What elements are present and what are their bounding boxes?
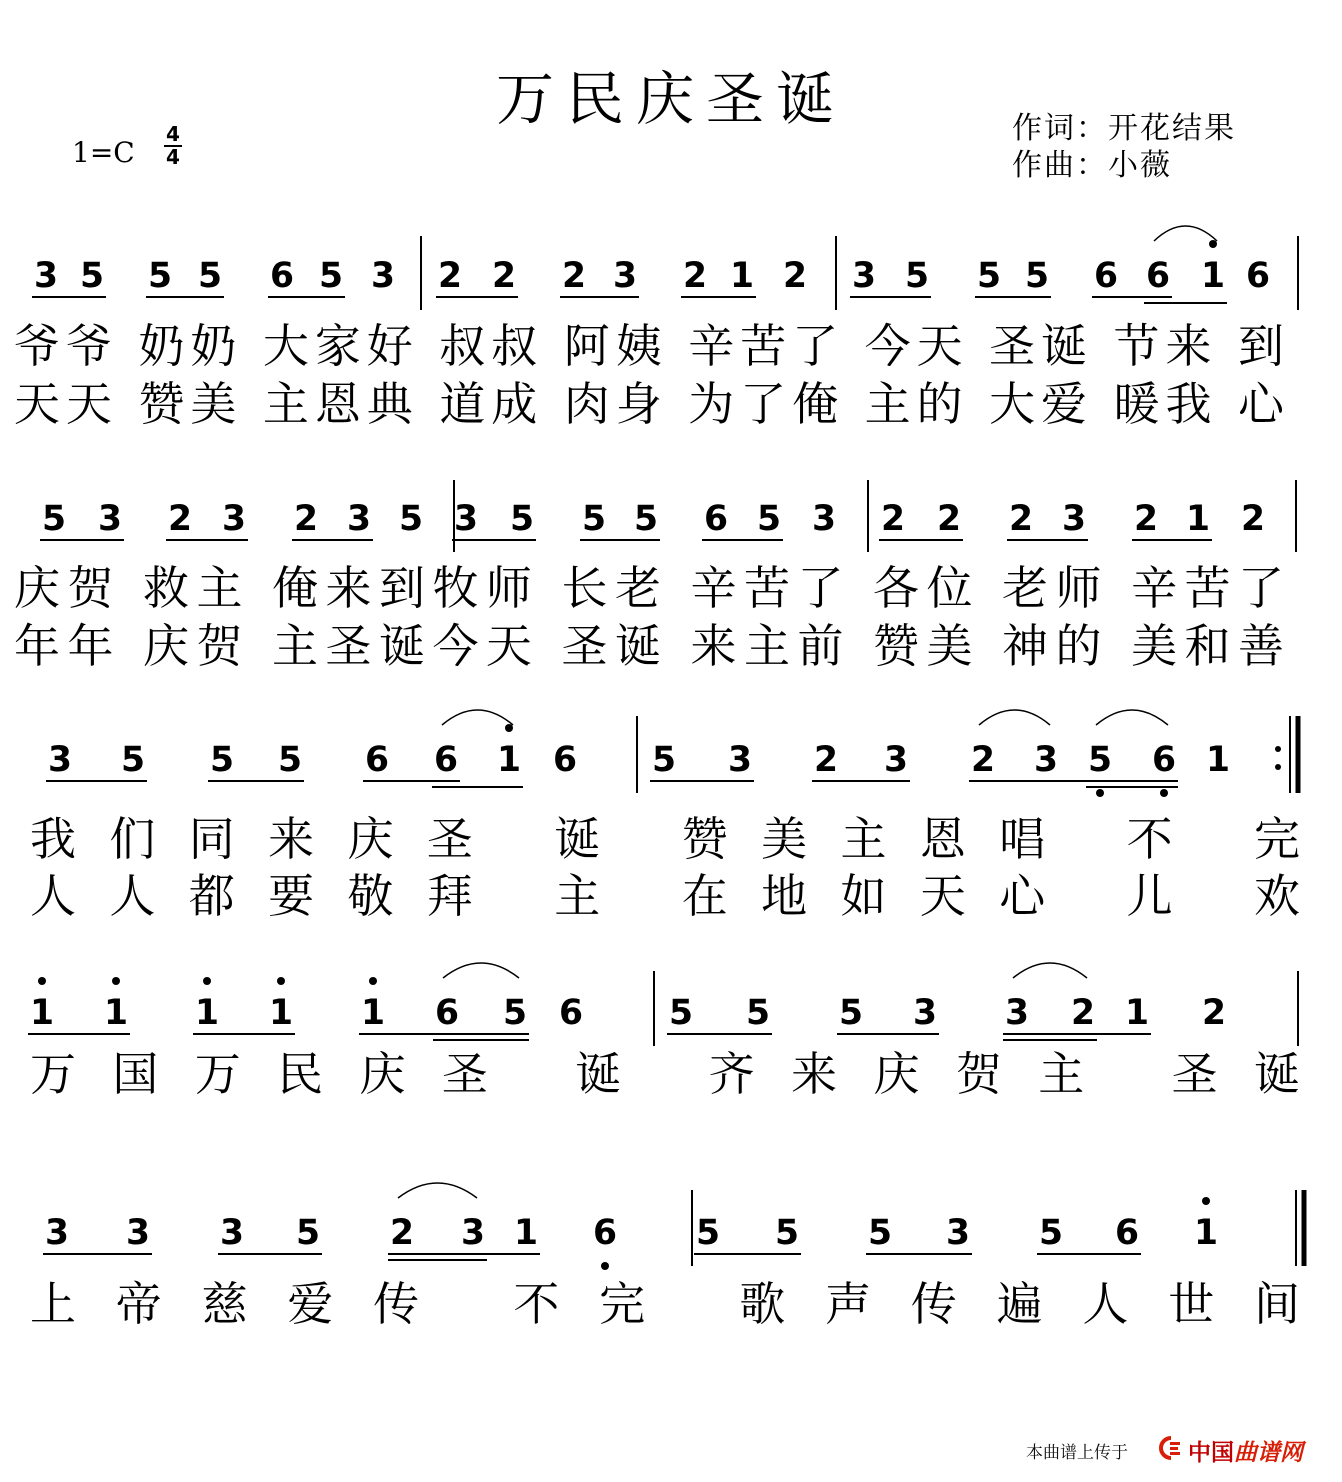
note: 3 xyxy=(370,256,396,296)
note: 1 xyxy=(1200,256,1226,296)
note: 6 xyxy=(364,740,390,780)
note: 2 xyxy=(293,499,319,539)
note: 6 xyxy=(1114,1213,1140,1253)
note: 5 xyxy=(756,499,782,539)
site-logo xyxy=(1188,1434,1303,1467)
note: 3 xyxy=(453,499,479,539)
upload-notice: 本曲谱上传于 xyxy=(1026,1443,1128,1463)
slur xyxy=(979,710,1050,725)
note: 3 xyxy=(612,256,638,296)
lyric-line: 人人都要敬拜 主 在地如天心 儿 欢 xyxy=(30,869,1300,923)
note: 6 xyxy=(1093,256,1119,296)
note: 2 xyxy=(437,256,463,296)
lyric-line: 爷爷 奶奶 大家好 叔叔 阿姨 辛苦了 今天 圣诞 节来 到 xyxy=(14,319,1284,373)
slur xyxy=(398,1183,477,1198)
repeat-dot xyxy=(1275,764,1281,770)
note: 6 xyxy=(269,256,295,296)
note: 3 xyxy=(912,993,938,1033)
note: 5 xyxy=(774,1213,800,1253)
lyric-line: 万国万民庆圣 诞 齐来庆贺主 圣诞 xyxy=(30,1047,1300,1101)
note: 2 xyxy=(880,499,906,539)
note: 1 xyxy=(29,993,55,1033)
note: 2 xyxy=(682,256,708,296)
note: 1 xyxy=(513,1213,539,1253)
note: 3 xyxy=(33,256,59,296)
note: 5 xyxy=(867,1213,893,1253)
note: 5 xyxy=(502,993,528,1033)
site-logo-name: 曲谱网 xyxy=(1234,1440,1303,1466)
note: 6 xyxy=(552,740,578,780)
high-octave-dot xyxy=(369,977,377,985)
note: 1 xyxy=(1185,499,1211,539)
note: 3 xyxy=(47,740,73,780)
note: 6 xyxy=(1151,740,1177,780)
lyric-line: 上帝慈爱传 不完 歌声传遍人世间 xyxy=(30,1277,1300,1331)
site-logo-icon xyxy=(1158,1436,1184,1460)
note: 3 xyxy=(851,256,877,296)
note: 3 xyxy=(219,1213,245,1253)
note: 6 xyxy=(1145,256,1171,296)
slur xyxy=(443,963,519,978)
note: 2 xyxy=(1201,993,1227,1033)
note: 2 xyxy=(167,499,193,539)
note: 1 xyxy=(729,256,755,296)
note: 3 xyxy=(346,499,372,539)
note: 1 xyxy=(1193,1213,1219,1253)
note: 3 xyxy=(221,499,247,539)
note: 1 xyxy=(496,740,522,780)
note: 3 xyxy=(883,740,909,780)
note: 3 xyxy=(1033,740,1059,780)
note: 5 xyxy=(209,740,235,780)
note: 2 xyxy=(561,256,587,296)
note: 3 xyxy=(44,1213,70,1253)
note: 2 xyxy=(970,740,996,780)
note: 1 xyxy=(194,993,220,1033)
note: 5 xyxy=(633,499,659,539)
lyric-line: 年年 庆贺 主圣诞今天 圣诞 来主前 赞美 神的 美和善 xyxy=(14,619,1284,673)
note: 5 xyxy=(1024,256,1050,296)
note: 1 xyxy=(360,993,386,1033)
note: 3 xyxy=(125,1213,151,1253)
high-octave-dot xyxy=(38,977,46,985)
lyric-line: 我们同来庆圣 诞 赞美主恩唱 不 完 xyxy=(30,812,1300,866)
note: 3 xyxy=(1004,993,1030,1033)
note: 3 xyxy=(811,499,837,539)
high-octave-dot xyxy=(112,977,120,985)
note: 5 xyxy=(695,1213,721,1253)
note: 2 xyxy=(491,256,517,296)
note: 5 xyxy=(197,256,223,296)
note: 5 xyxy=(79,256,105,296)
note: 1 xyxy=(1205,740,1231,780)
note: 5 xyxy=(509,499,535,539)
key-signature: 1=C xyxy=(72,136,135,169)
note: 6 xyxy=(434,993,460,1033)
note: 5 xyxy=(581,499,607,539)
note: 5 xyxy=(295,1213,321,1253)
note: 1 xyxy=(1124,993,1150,1033)
note: 2 xyxy=(782,256,808,296)
note: 1 xyxy=(103,993,129,1033)
low-octave-dot xyxy=(601,1262,609,1270)
note: 5 xyxy=(838,993,864,1033)
note: 5 xyxy=(398,499,424,539)
high-octave-dot xyxy=(203,977,211,985)
high-octave-dot xyxy=(277,977,285,985)
note: 6 xyxy=(592,1213,618,1253)
slur xyxy=(1013,963,1087,978)
note: 2 xyxy=(389,1213,415,1253)
note: 5 xyxy=(120,740,146,780)
note: 5 xyxy=(976,256,1002,296)
note: 3 xyxy=(460,1213,486,1253)
note: 2 xyxy=(936,499,962,539)
lyric-line: 庆贺 救主 俺来到牧师 长老 辛苦了 各位 老师 辛苦了 xyxy=(14,561,1284,615)
note: 5 xyxy=(1087,740,1113,780)
note: 2 xyxy=(1240,499,1266,539)
note: 5 xyxy=(41,499,67,539)
note: 6 xyxy=(1245,256,1271,296)
note: 5 xyxy=(651,740,677,780)
lyric-line: 天天 赞美 主恩典 道成 肉身 为了俺 主的 大爱 暖我 心 xyxy=(14,377,1284,431)
note: 6 xyxy=(433,740,459,780)
note: 5 xyxy=(745,993,771,1033)
note: 5 xyxy=(147,256,173,296)
note: 3 xyxy=(727,740,753,780)
high-octave-dot xyxy=(1209,240,1217,248)
note: 3 xyxy=(97,499,123,539)
note: 2 xyxy=(1133,499,1159,539)
slur xyxy=(1154,226,1217,241)
lyricist-credit: 作词：开花结果 xyxy=(1012,111,1236,146)
repeat-dot xyxy=(1275,746,1281,752)
note: 1 xyxy=(268,993,294,1033)
note: 2 xyxy=(813,740,839,780)
note: 6 xyxy=(703,499,729,539)
note: 2 xyxy=(1070,993,1096,1033)
note: 5 xyxy=(277,740,303,780)
high-octave-dot xyxy=(1202,1197,1210,1205)
low-octave-dot xyxy=(1096,789,1104,797)
page-title: 万民庆圣诞 xyxy=(495,65,846,133)
low-octave-dot xyxy=(1160,789,1168,797)
time-signature-bottom: 4 xyxy=(166,145,180,169)
note: 3 xyxy=(945,1213,971,1253)
note: 5 xyxy=(668,993,694,1033)
note: 5 xyxy=(1038,1213,1064,1253)
high-octave-dot xyxy=(505,724,513,732)
site-logo-cn: 中国 xyxy=(1188,1440,1234,1466)
slur xyxy=(1096,710,1168,725)
note: 3 xyxy=(1061,499,1087,539)
note: 5 xyxy=(904,256,930,296)
slur xyxy=(442,710,513,725)
note: 6 xyxy=(558,993,584,1033)
note: 5 xyxy=(318,256,344,296)
note: 2 xyxy=(1008,499,1034,539)
time-signature-top: 4 xyxy=(166,122,180,146)
composer-credit: 作曲：小薇 xyxy=(1012,148,1172,183)
